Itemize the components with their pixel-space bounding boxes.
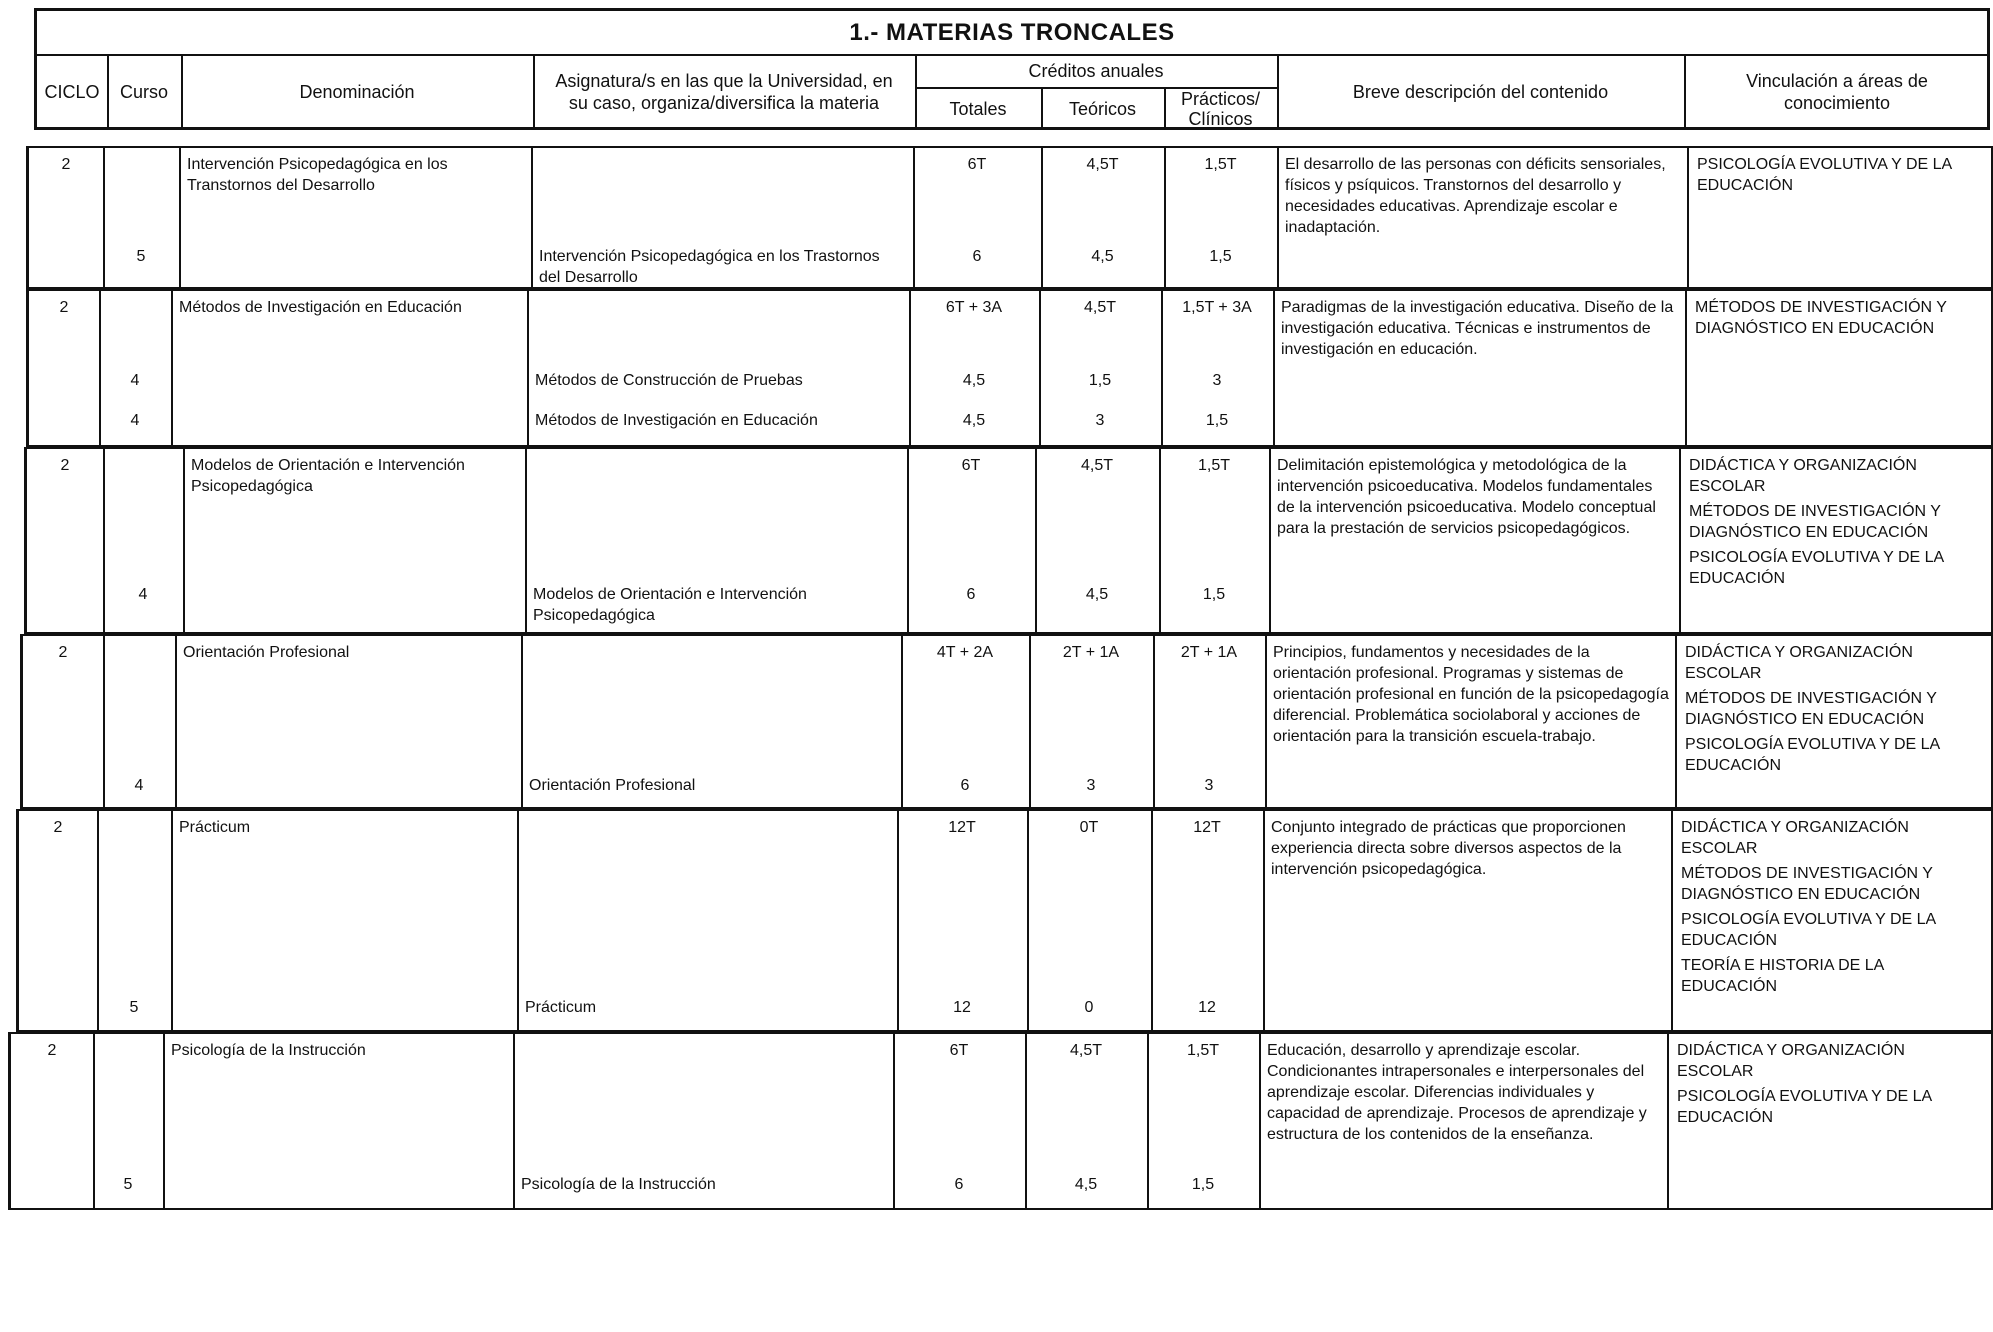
area-item: MÉTODOS DE INVESTIGACIÓN Y DIAGNÓSTICO EN EDUCACIÓN (1695, 299, 1947, 337)
materia-block (26, 289, 1993, 447)
column-divider (163, 1034, 165, 1208)
ciclo-value: 2 (53, 819, 63, 836)
column-divider (1277, 148, 1279, 287)
materia-practicos: 12T (1193, 819, 1221, 836)
areas-list (1695, 297, 1966, 343)
column-divider (527, 291, 529, 445)
column-divider (531, 148, 533, 287)
area-item: DIDÁCTICA Y ORGANIZACIÓN ESCOLAR (1677, 1042, 1905, 1080)
asignatura-practicos: 1,5 (1202, 586, 1226, 603)
materia-descripcion: Principios, fundamentos y necesidades de la orientación profesional. Programas y sistemas de orientación profesional en función de la psicopedagogía diferencial. Problemática sociolaboral y acciones de orientación para la transición escuela-trabajo. (1273, 644, 1669, 745)
asignatura-totales: 6 (972, 248, 982, 265)
header-practicos: Prácticos/ Clínicos (1180, 88, 1261, 129)
column-divider (171, 811, 173, 1030)
asignatura-nombre: Métodos de Construcción de Pruebas (535, 372, 803, 389)
asignatura-teoricos: 3 (1095, 412, 1105, 429)
header-creditos: Créditos anuales (1028, 60, 1164, 81)
column-divider (1675, 636, 1677, 807)
asignatura-teoricos: 4,5 (1085, 586, 1109, 603)
column-divider (513, 1034, 515, 1208)
area-item: PSICOLOGÍA EVOLUTIVA Y DE LA EDUCACIÓN (1685, 736, 1940, 774)
areas-list (1685, 642, 1966, 780)
materia-block (24, 447, 1993, 634)
areas-list (1697, 154, 1966, 200)
materia-block (8, 1032, 1993, 1210)
column-divider (1687, 148, 1689, 287)
table-header (34, 8, 1990, 130)
materia-denominacion: Orientación Profesional (183, 644, 350, 661)
column-divider (183, 449, 185, 632)
materia-totales: 6T (967, 156, 987, 173)
asignatura-totales: 12 (953, 999, 971, 1016)
asignatura-teoricos: 4,5 (1074, 1176, 1098, 1193)
area-item: TEORÍA E HISTORIA DE LA EDUCACIÓN (1681, 957, 1884, 995)
materia-block (20, 634, 1993, 809)
area-item: PSICOLOGÍA EVOLUTIVA Y DE LA EDUCACIÓN (1697, 156, 1952, 194)
column-divider (1259, 1034, 1261, 1208)
materia-practicos: 1,5T (1204, 156, 1237, 173)
asignatura-teoricos: 3 (1086, 777, 1096, 794)
asignatura-curso: 5 (136, 248, 146, 265)
header-teoricos: Teóricos (1068, 98, 1137, 119)
asignatura-nombre: Orientación Profesional (529, 777, 696, 794)
asignatura-curso: 5 (129, 999, 139, 1016)
ciclo-value: 2 (59, 299, 69, 316)
ciclo-value: 2 (60, 457, 70, 474)
area-item: DIDÁCTICA Y ORGANIZACIÓN ESCOLAR (1681, 819, 1909, 857)
materia-denominacion: Métodos de Investigación en Educación (179, 299, 462, 316)
asignatura-curso: 4 (130, 412, 140, 429)
column-divider (525, 449, 527, 632)
column-divider (1269, 449, 1271, 632)
asignatura-curso: 4 (134, 777, 144, 794)
asignatura-totales: 4,5 (962, 412, 986, 429)
asignatura-practicos: 1,5 (1205, 412, 1229, 429)
materia-descripcion: Paradigmas de la investigación educativa. Diseño de la investigación educativa. Técnicas e instrumentos de investigación en educación. (1281, 299, 1674, 358)
asignatura-teoricos: 1,5 (1088, 372, 1112, 389)
materia-block (16, 809, 1993, 1032)
materia-descripcion: Conjunto integrado de prácticas que proporcionen experiencia directa sobre diversos aspectos de la intervención psicopedagógica. (1271, 819, 1626, 878)
ciclo-value: 2 (58, 644, 68, 661)
materia-descripcion: Delimitación epistemológica y metodológica de la intervención psicoeducativa. Modelos fundamentales de la intervención psicoeducativa. Modelo conceptual para la prestación de servicios psicopedagógicos. (1277, 457, 1656, 537)
materia-teoricos: 4,5T (1080, 457, 1113, 474)
column-divider (521, 636, 523, 807)
materia-teoricos: 4,5T (1069, 1042, 1102, 1059)
asignatura-practicos: 12 (1198, 999, 1216, 1016)
asignatura-practicos: 3 (1204, 777, 1214, 794)
materia-totales: 6T (961, 457, 981, 474)
column-divider (517, 811, 519, 1030)
materia-practicos: 1,5T (1186, 1042, 1219, 1059)
header-totales: Totales (949, 98, 1007, 119)
asignatura-totales: 4,5 (962, 372, 986, 389)
asignatura-totales: 6 (954, 1176, 964, 1193)
areas-list (1677, 1040, 1966, 1132)
materia-denominacion: Intervención Psicopedagógica en los Transtornos del Desarrollo (187, 156, 448, 194)
areas-list (1689, 455, 1966, 593)
asignatura-teoricos: 0 (1084, 999, 1094, 1016)
materia-block (26, 146, 1993, 289)
asignatura-practicos: 1,5 (1191, 1176, 1215, 1193)
materia-totales: 6T + 3A (945, 299, 1003, 316)
column-divider (1667, 1034, 1669, 1208)
column-divider (1679, 449, 1681, 632)
column-divider (175, 636, 177, 807)
column-divider (171, 291, 173, 445)
header-descripcion: Breve descripción del contenido (1352, 82, 1609, 102)
area-item: PSICOLOGÍA EVOLUTIVA Y DE LA EDUCACIÓN (1677, 1088, 1932, 1126)
materia-practicos: 1,5T + 3A (1182, 299, 1252, 316)
area-item: MÉTODOS DE INVESTIGACIÓN Y DIAGNÓSTICO EN EDUCACIÓN (1689, 503, 1941, 541)
header-asignatura: Asignatura/s en las que la Universidad, en su caso, organiza/diversifica la materia (555, 71, 893, 113)
materia-totales: 12T (948, 819, 976, 836)
header-vinculacion: Vinculación a áreas de conocimiento (1746, 71, 1928, 113)
ciclo-value: 2 (61, 156, 71, 173)
asignatura-practicos: 3 (1212, 372, 1222, 389)
materia-descripcion: El desarrollo de las personas con déficits sensoriales, físicos y psíquicos. Transtornos del desarrollo y necesidades educativas. Aprendizaje escolar e inadaptación. (1285, 156, 1666, 236)
asignatura-curso: 4 (130, 372, 140, 389)
materia-teoricos: 2T + 1A (1062, 644, 1120, 661)
materia-descripcion: Educación, desarrollo y aprendizaje escolar. Condicionantes intrapersonales e interpersonales del aprendizaje escolar. Diferencias individuales y capacidad de aprendizaje. Procesos de aprendizaje y estructura de los contenidos de la enseñanza. (1267, 1042, 1647, 1143)
asignatura-nombre: Intervención Psicopedagógica en los Trastornos del Desarrollo (539, 248, 880, 286)
materia-teoricos: 4,5T (1083, 299, 1116, 316)
ciclo-value: 2 (47, 1042, 57, 1059)
asignatura-curso: 4 (138, 586, 148, 603)
area-item: DIDÁCTICA Y ORGANIZACIÓN ESCOLAR (1689, 457, 1917, 495)
header-curso: Curso (119, 82, 168, 102)
materia-practicos: 1,5T (1197, 457, 1230, 474)
column-divider (1265, 636, 1267, 807)
area-item: MÉTODOS DE INVESTIGACIÓN Y DIAGNÓSTICO EN EDUCACIÓN (1681, 865, 1933, 903)
asignatura-nombre: Prácticum (525, 999, 597, 1016)
materia-denominacion: Psicología de la Instrucción (171, 1042, 366, 1059)
column-divider (1671, 811, 1673, 1030)
column-divider (1685, 291, 1687, 445)
asignatura-nombre: Psicología de la Instrucción (521, 1176, 716, 1193)
materia-totales: 4T + 2A (936, 644, 994, 661)
asignatura-totales: 6 (966, 586, 976, 603)
column-divider (179, 148, 181, 287)
column-divider (1273, 291, 1275, 445)
area-item: PSICOLOGÍA EVOLUTIVA Y DE LA EDUCACIÓN (1681, 911, 1936, 949)
asignatura-nombre: Modelos de Orientación e Intervención Psicopedagógica (533, 586, 807, 624)
materia-teoricos: 0T (1079, 819, 1099, 836)
asignatura-totales: 6 (960, 777, 970, 794)
header-denominacion: Denominación (299, 82, 415, 102)
page-title: 1.- MATERIAS TRONCALES (37, 11, 1987, 56)
materia-totales: 6T (949, 1042, 969, 1059)
area-item: DIDÁCTICA Y ORGANIZACIÓN ESCOLAR (1685, 644, 1913, 682)
header-ciclo: CICLO (44, 82, 100, 102)
area-item: PSICOLOGÍA EVOLUTIVA Y DE LA EDUCACIÓN (1689, 549, 1944, 587)
asignatura-practicos: 1,5 (1209, 248, 1232, 265)
asignatura-teoricos: 4,5 (1091, 248, 1114, 265)
materia-denominacion: Modelos de Orientación e Intervención Psicopedagógica (191, 457, 465, 495)
asignatura-curso: 5 (123, 1176, 133, 1193)
area-item: MÉTODOS DE INVESTIGACIÓN Y DIAGNÓSTICO EN EDUCACIÓN (1685, 690, 1937, 728)
materia-denominacion: Prácticum (179, 819, 251, 836)
areas-list (1681, 817, 1966, 1001)
materia-teoricos: 4,5T (1086, 156, 1119, 173)
materia-practicos: 2T + 1A (1180, 644, 1238, 661)
asignatura-nombre: Métodos de Investigación en Educación (535, 412, 818, 429)
column-divider (1263, 811, 1265, 1030)
